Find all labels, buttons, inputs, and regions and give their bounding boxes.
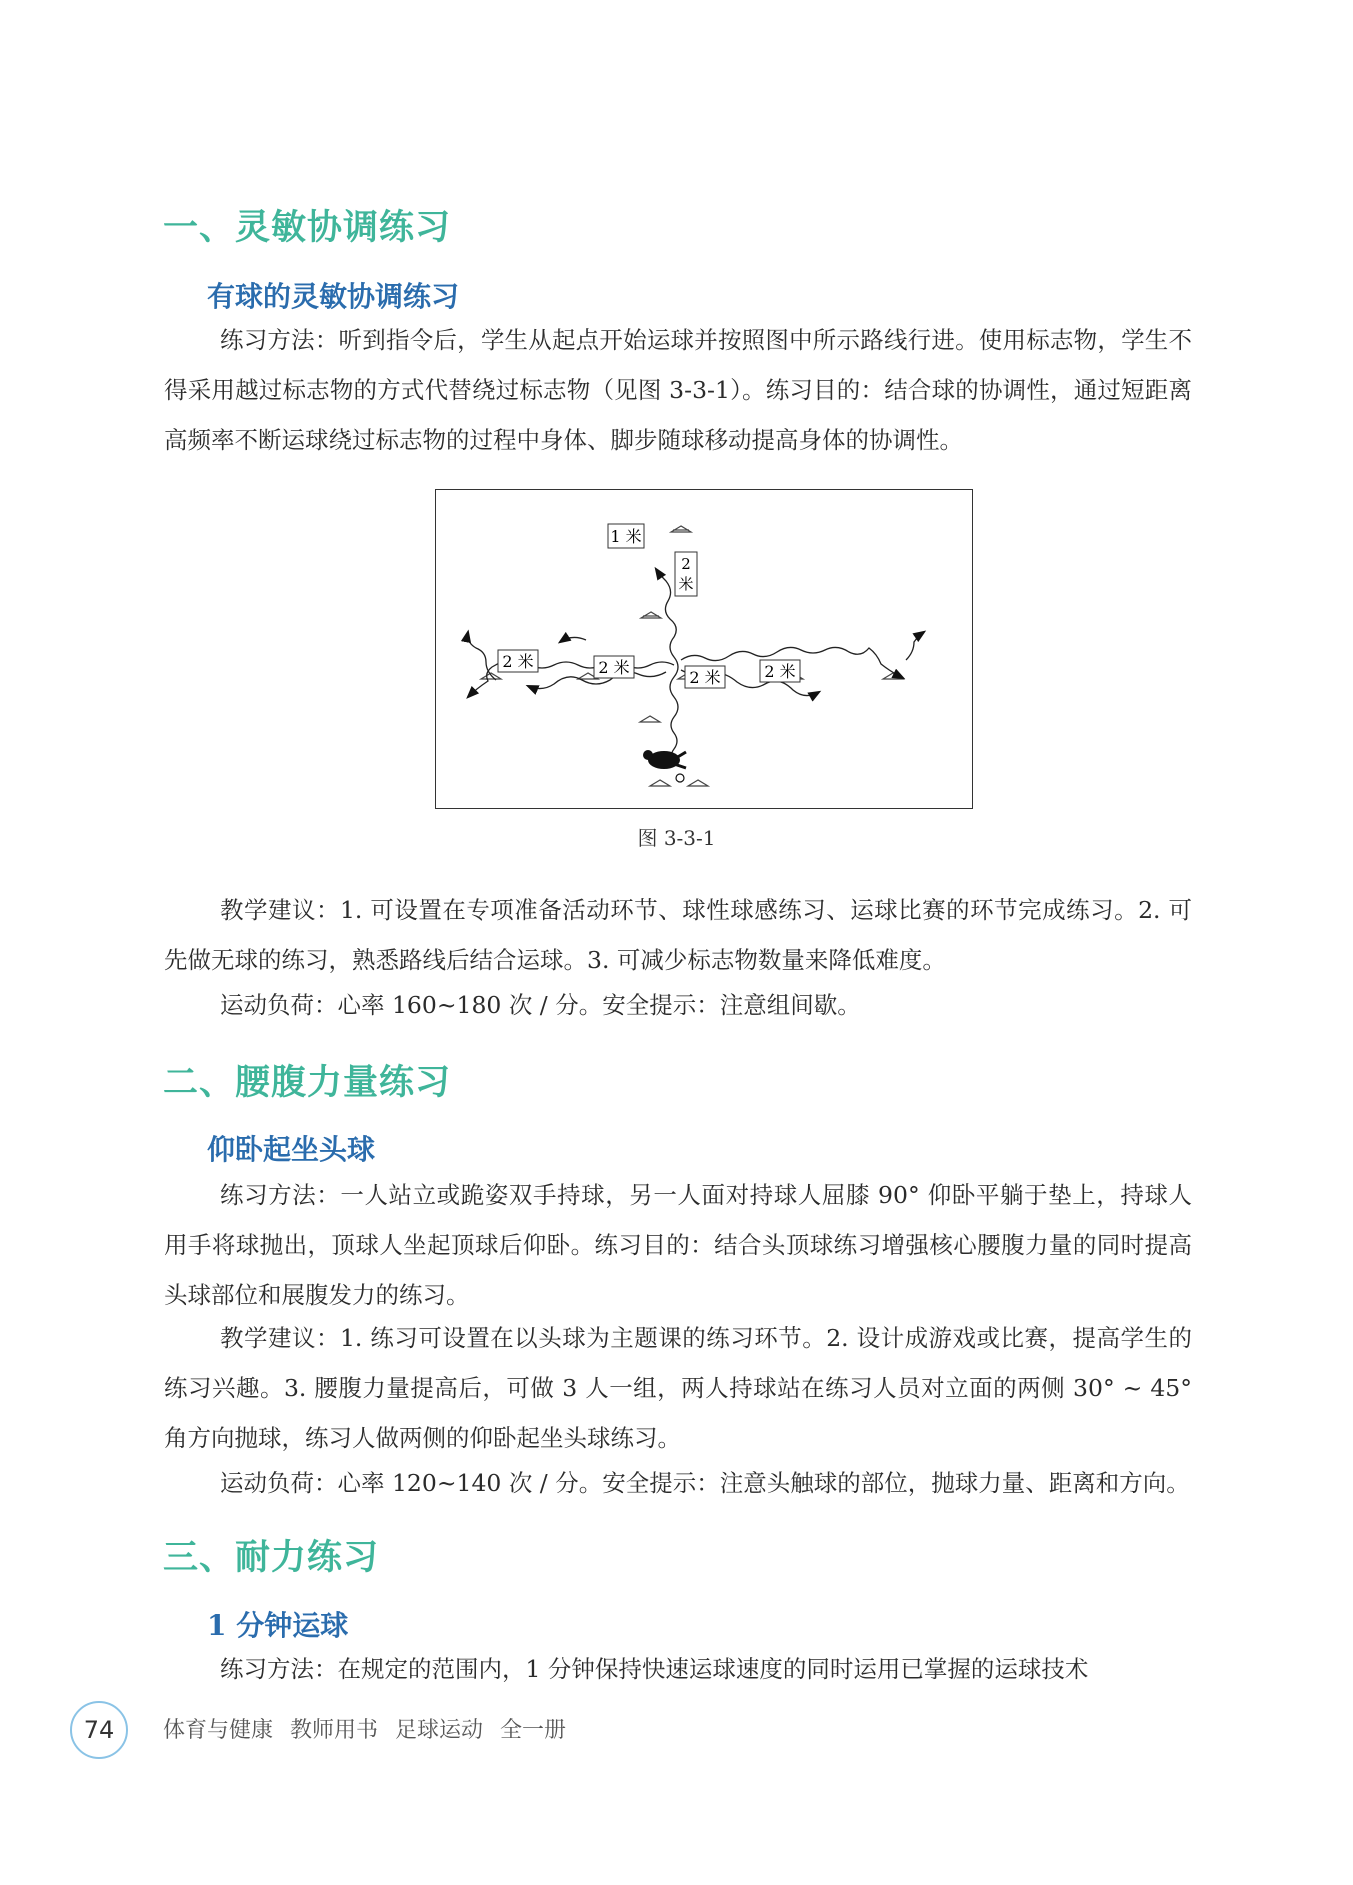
- label-2m-vertical: [675, 552, 697, 596]
- book-title: 体育与健康 教师用书 足球运动 全一册: [163, 1718, 566, 1743]
- label-2m-d: [760, 660, 800, 682]
- svg-text:1 米: 1 米: [610, 527, 642, 546]
- label-2m-c: [685, 666, 725, 688]
- subheading-2: 仰卧起坐头球: [207, 1133, 376, 1166]
- section-heading-2: 二、腰腹力量练习: [163, 1063, 452, 1103]
- svg-text:2 米: 2 米: [598, 658, 630, 677]
- paragraph-method-3: 练习方法：在规定的范围内，1 分钟保持快速运球速度的同时运用已掌握的运球技术: [220, 1655, 1089, 1683]
- cone-icon: [641, 612, 661, 618]
- page-number: 74: [70, 1701, 128, 1759]
- dribbling-route-diagram: [436, 490, 974, 810]
- section-heading-1: 一、灵敏协调练习: [163, 208, 452, 248]
- label-2m-b: [594, 656, 634, 678]
- paragraph-method-2: 练习方法：一人站立或跪姿双手持球，另一人面对持球人屈膝 90° 仰卧平躺于垫上，持球人用手将球抛出，顶球人坐起顶球后仰卧。练习目的：结合头顶球练习增强核心腰腹力量的同时提高头球部位和展腹发力的练习。: [164, 1181, 1192, 1309]
- cone-icon: [640, 716, 660, 722]
- paragraph-load-2: 运动负荷：心率 120~140 次 / 分。安全提示：注意头触球的部位，抛球力量、距离和方向。: [220, 1469, 1190, 1497]
- figure-3-3-1: [435, 489, 973, 809]
- section-heading-3: 三、耐力练习: [163, 1538, 380, 1578]
- cone-icon: [688, 780, 708, 786]
- svg-text:2 米: 2 米: [764, 662, 796, 681]
- svg-text:米: 米: [678, 575, 694, 593]
- label-2m-a: [498, 650, 538, 672]
- paragraph-teaching-advice-2: 教学建议：1. 练习可设置在以头球为主题课的练习环节。2. 设计成游戏或比赛，提高学生的练习兴趣。3. 腰腹力量提高后，可做 3 人一组，两人持球站在练习人员对立面的两侧 30° ~ 45°角方向抛球，练习人做两侧的仰卧起坐头球练习。: [164, 1324, 1192, 1452]
- subheading-1: 有球的灵敏协调练习: [207, 280, 460, 313]
- label-1m: [608, 524, 644, 548]
- cone-icon: [671, 526, 691, 532]
- paragraph-method-1: 练习方法：听到指令后，学生从起点开始运球并按照图中所示路线行进。使用标志物，学生不得采用越过标志物的方式代替绕过标志物（见图 3-3-1）。练习目的：结合球的协调性，通过短距离高频率不断运球绕过标志物的过程中身体、脚步随球移动提高身体的协调性。: [164, 326, 1192, 454]
- svg-text:2: 2: [681, 555, 691, 573]
- cone-icon: [650, 780, 670, 786]
- paragraph-load-1: 运动负荷：心率 160~180 次 / 分。安全提示：注意组间歇。: [220, 991, 861, 1019]
- figure-caption: 图 3-3-1: [637, 826, 716, 850]
- paragraph-teaching-advice-1: 教学建议：1. 可设置在专项准备活动环节、球性球感练习、运球比赛的环节完成练习。2. 可先做无球的练习，熟悉路线后结合运球。3. 可减少标志物数量来降低难度。: [164, 896, 1192, 974]
- svg-text:2 米: 2 米: [689, 668, 721, 687]
- player-icon: [643, 750, 686, 782]
- svg-text:2 米: 2 米: [502, 652, 534, 671]
- subheading-3: 1 分钟运球: [207, 1609, 349, 1642]
